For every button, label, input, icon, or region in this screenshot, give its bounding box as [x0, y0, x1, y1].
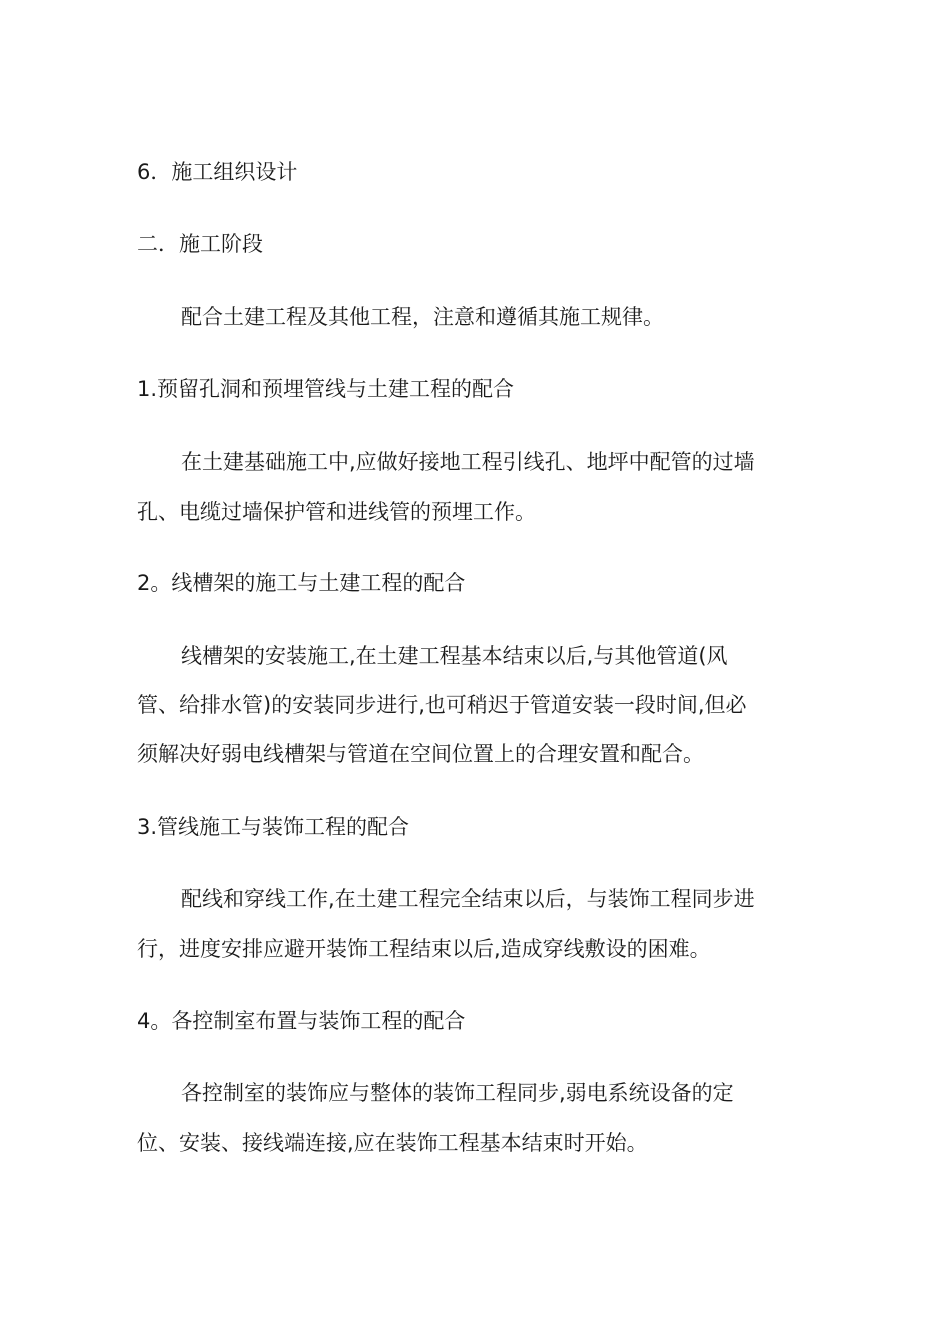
intro-paragraph: 配合土建工程及其他工程，注意和遵循其施工规律。: [181, 305, 664, 329]
paragraph-2-line-1: 线槽架的安装施工,在土建工程基本结束以后,与其他管道(风: [181, 644, 728, 668]
paragraph-3-line-1: 配线和穿线工作,在土建工程完全结束以后，与装饰工程同步进: [181, 887, 755, 911]
paragraph-1-line-2: 孔、电缆过墙保护管和进线管的预埋工作。: [137, 500, 536, 524]
paragraph-2-line-3: 须解决好弱电线槽架与管道在空间位置上的合理安置和配合。: [137, 742, 704, 766]
paragraph-4-line-2: 位、安装、接线端连接,应在装饰工程基本结束时开始。: [137, 1131, 648, 1155]
paragraph-3-line-2: 行，进度安排应避开装饰工程结束以后,造成穿线敷设的困难。: [137, 937, 711, 961]
paragraph-2-line-2: 管、给排水管)的安装同步进行,也可稍迟于管道安装一段时间,但必: [137, 693, 747, 717]
paragraph-1-line-1: 在土建基础施工中,应做好接地工程引线孔、地坪中配管的过墙: [181, 450, 755, 474]
subheading-2: 2。线槽架的施工与土建工程的配合: [137, 571, 466, 595]
paragraph-4-line-1: 各控制室的装饰应与整体的装饰工程同步,弱电系统设备的定: [181, 1081, 734, 1105]
subheading-3: 3.管线施工与装饰工程的配合: [137, 815, 410, 839]
section-heading-2: 二．施工阶段: [137, 232, 263, 256]
subheading-4: 4。各控制室布置与装饰工程的配合: [137, 1009, 466, 1033]
subheading-1: 1.预留孔洞和预埋管线与土建工程的配合: [137, 377, 515, 401]
section-heading-6: 6．施工组织设计: [137, 160, 298, 184]
